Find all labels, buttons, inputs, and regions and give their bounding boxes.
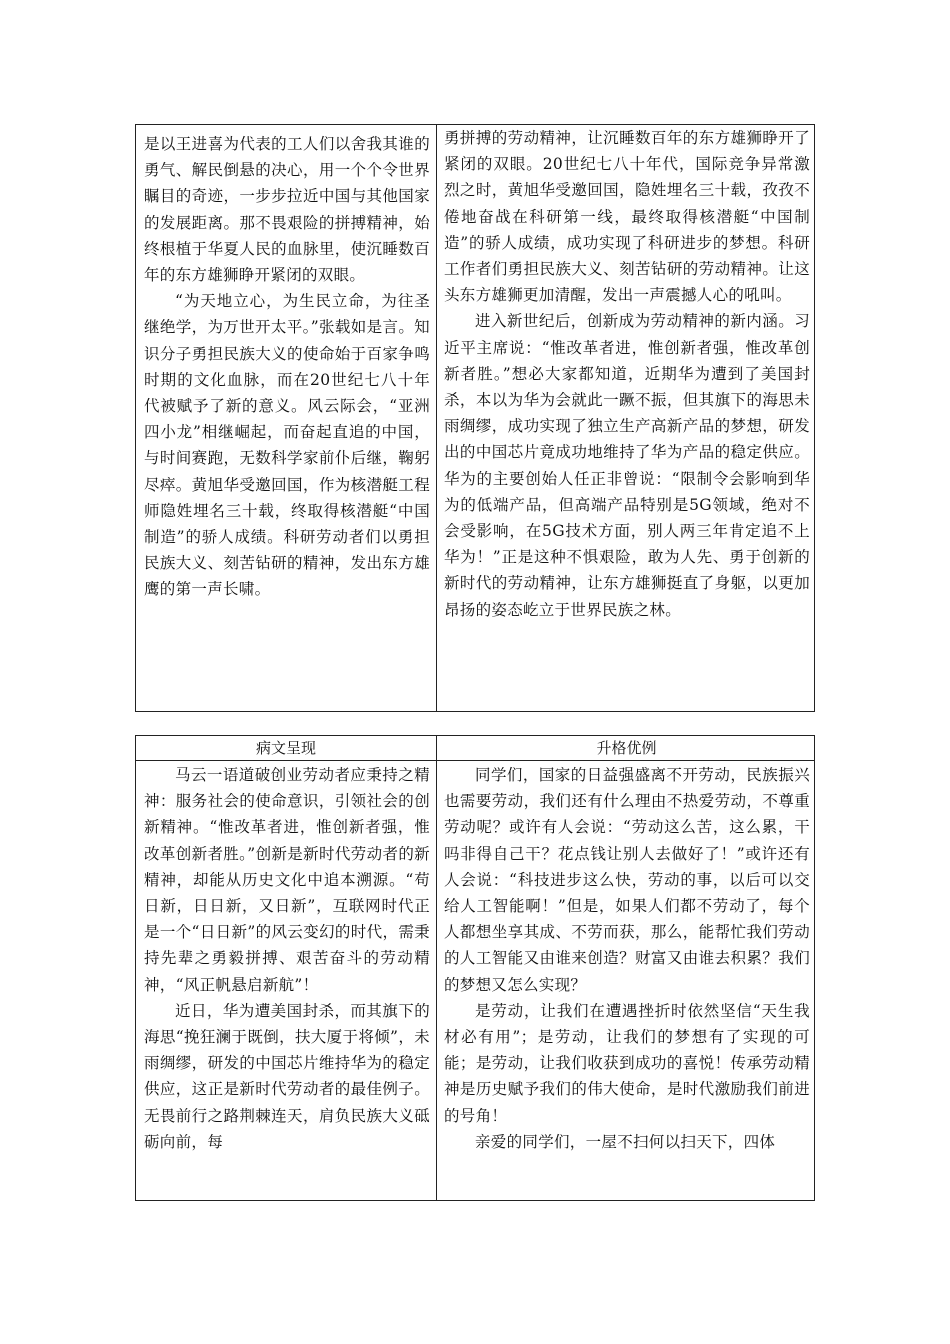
column-divider xyxy=(436,736,437,1200)
paragraph: 同学们，国家的日益强盛离不开劳动，民族振兴也需要劳动，我们还有什么理由不热爱劳动，不尊重劳动呢？或许有人会说：“劳动这么苦，这么累，干吗非得自己干？花点钱让别人去做好了！”或许还有人会说：“科技进步这么快，劳动的事，以后可以交给人工智能啊！”但是，如果人们都不劳动了，每个人都想坐享其成、不劳而获，那么，能帮忙我们劳动的人工智能又由谁来创造？财富又由谁去积累？我们的梦想又怎么实现？ xyxy=(444,766,810,994)
paragraph: 进入新世纪后，创新成为劳动精神的新内涵。习近平主席说：“惟改革者进，惟创新者强，惟改革创新者胜。”想必大家都知道，近期华为遭到了美国封杀，本以为华为会就此一蹶不振，但其旗下的海思未雨绸缪，成功实现了独立生产高新产品的梦想，研发出的中国芯片竟成功地维持了华为产品的稳定供应。华为的主要创始人任正非曾说：“限制令会影响到华为的低端产品，但高端产品特别是5G领域，绝对不会受影响，在5G技术方面，别人两三年肯定追不上华为！”正是这种不惧艰险，敢为人先、勇于创新的新时代的劳动精神，让东方雄狮挺直了身躯，以更加昂扬的姿态屹立于世界民族之林。 xyxy=(444,312,810,619)
header-divider xyxy=(136,760,814,761)
top-left-cell xyxy=(144,131,430,603)
paragraph: “为天地立心，为生民立命，为往圣继绝学，为万世开太平。”张载如是言。知识分子勇担民族大义的使命始于百家争鸣时期的文化血脉，而在20世纪七八十年代被赋予了新的意义。风云际会，“亚洲四小龙”相继崛起，而奋起直追的中国，与时间赛跑，无数科学家前仆后继，鞠躬尽瘁。黄旭华受邀回国，作为核潜艇工程师隐姓埋名三十载，终取得核潜艇“中国制造”的骄人成绩。科研劳动者们以勇担民族大义、刻苦钻研的精神，发出东方雄鹰的第一声长啸。 xyxy=(144,292,430,599)
essay-table-top xyxy=(135,124,815,712)
column-divider xyxy=(436,125,437,711)
essay-comparison-table xyxy=(135,735,815,1201)
header-improved-example: 升格优例 xyxy=(596,739,657,757)
paragraph: 近日，华为遭美国封杀，而其旗下的海思“挽狂澜于既倒，扶大厦于将倾”，未雨绸缪，研发的中国芯片维持华为的稳定供应，这正是新时代劳动者的最佳例子。无畏前行之路荆棘连天，肩负民族大义砥砺向前，每 xyxy=(144,1001,430,1151)
top-right-cell xyxy=(444,125,810,623)
paragraph: 是劳动，让我们在遭遇挫折时依然坚信“天生我材必有用”；是劳动，让我们的梦想有了实现的可能；是劳动，让我们收获到成功的喜悦！传承劳动精神是历史赋予我们的伟大使命，是时代激励我们前进的号角！ xyxy=(444,1001,810,1125)
header-original-essay: 病文呈现 xyxy=(255,739,316,757)
paragraph: 勇拼搏的劳动精神，让沉睡数百年的东方雄狮睁开了紧闭的双眼。20世纪七八十年代，国际竞争异常激烈之时，黄旭华受邀回国，隐姓埋名三十载，孜孜不倦地奋战在科研第一线，最终取得核潜艇“中国制造”的骄人成绩，成功实现了科研进步的梦想。科研工作者们勇担民族大义、刻苦钻研的劳动精神。让这头东方雄狮更加清醒，发出一声震撼人心的吼叫。 xyxy=(444,129,810,305)
improved-example-cell xyxy=(444,762,810,1155)
paragraph: 是以王进喜为代表的工人们以舍我其谁的勇气、解民倒悬的决心，用一个个令世界瞩目的奇迹，一步步拉近中国与其他国家的发展距离。那不畏艰险的拼搏精神，始终根植于华夏人民的血脉里，使沉睡数百年的东方雄狮睁开紧闭的双眼。 xyxy=(144,135,430,285)
paragraph: 马云一语道破创业劳动者应秉持之精神：服务社会的使命意识，引领社会的创新精神。“惟改革者进，惟创新者强，惟改革创新者胜。”创新是新时代劳动者的新精神，却能从历史文化中追本溯源。“苟日新，日日新，又日新”，互联网时代正是一个“日日新”的风云变幻的时代，需秉持先辈之勇毅拼搏、艰苦奋斗的劳动精神，“风正帆悬启新航”！ xyxy=(144,766,430,994)
paragraph: 亲爱的同学们，一屋不扫何以扫天下，四体 xyxy=(475,1132,776,1151)
original-essay-cell xyxy=(144,762,430,1155)
